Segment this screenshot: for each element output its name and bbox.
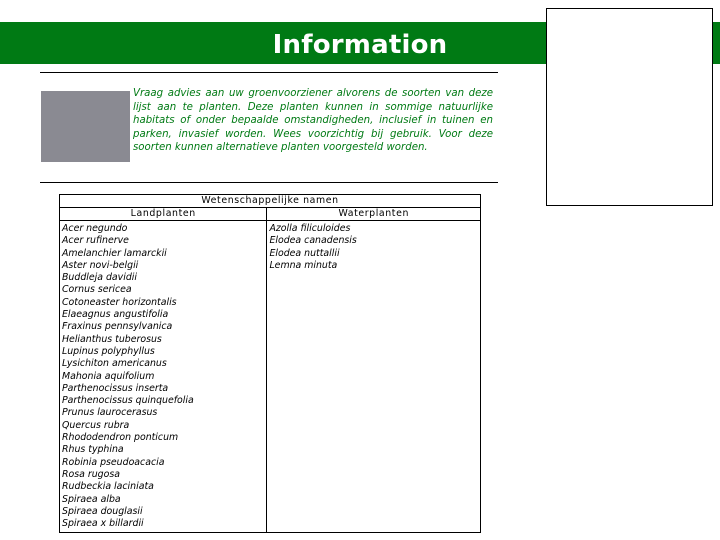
list-item: Rhus typhina	[62, 444, 124, 456]
page-title: Information	[272, 30, 448, 60]
divider-top	[40, 72, 498, 73]
column-header-land: Landplanten	[60, 208, 267, 221]
species-table	[59, 194, 481, 533]
list-item: Spiraea alba	[62, 493, 121, 505]
list-item: Buddleja davidii	[62, 272, 137, 284]
warning-image-placeholder	[41, 91, 130, 162]
list-item: Helianthus tuberosus	[62, 333, 162, 345]
list-item: Acer negundo	[62, 223, 128, 234]
list-item: Elodea nuttallii	[269, 247, 340, 259]
column-header-water: Waterplanten	[267, 208, 481, 221]
divider-bottom	[40, 182, 498, 183]
land-plants-cell	[60, 221, 267, 533]
image-frame	[546, 8, 713, 206]
list-item: Parthenocissus inserta	[62, 382, 169, 394]
water-plants-list	[269, 223, 478, 272]
list-item: Spiraea douglasii	[62, 505, 143, 517]
list-item: Azolla filiculoides	[269, 223, 351, 234]
list-item: Acer rufinerve	[62, 235, 129, 247]
list-item: Rhododendron ponticum	[62, 432, 179, 444]
list-item: Fraxinus pennsylvanica	[62, 321, 173, 333]
list-item: Rosa rugosa	[62, 468, 120, 480]
advisory-notice: Vraag advies aan uw groenvoorziener alvorens de soorten van deze lijst aan te planten. Deze planten kunnen in sommige natuurlijke habitats of onder bepaalde omstandigheden, inclusief in tuinen en parken, invasief worden. Wees voorzichtig bij gebruik. Voor deze soorten kunnen alternatieve planten voorgesteld worden.	[133, 88, 493, 154]
table-caption: Wetenschappelijke namen	[60, 195, 481, 208]
list-item: Robinia pseudoacacia	[62, 456, 165, 468]
list-item: Spiraea x billardii	[62, 518, 144, 530]
water-plants-cell	[267, 221, 481, 533]
list-item: Elodea canadensis	[269, 235, 357, 247]
list-item: Quercus rubra	[62, 419, 130, 431]
list-item: Parthenocissus quinquefolia	[62, 395, 194, 407]
list-item: Cornus sericea	[62, 284, 132, 296]
list-item: Lysichiton americanus	[62, 358, 167, 370]
list-item: Aster novi-belgii	[62, 259, 139, 271]
list-item: Elaeagnus angustifolia	[62, 309, 169, 321]
list-item: Lemna minuta	[269, 259, 338, 271]
list-item: Cotoneaster horizontalis	[62, 296, 177, 308]
list-item: Prunus laurocerasus	[62, 407, 158, 419]
land-plants-list	[62, 223, 264, 530]
list-item: Rudbeckia laciniata	[62, 481, 154, 493]
list-item: Mahonia aquifolium	[62, 370, 155, 382]
list-item: Lupinus polyphyllus	[62, 345, 155, 357]
list-item: Amelanchier lamarckii	[62, 247, 167, 259]
